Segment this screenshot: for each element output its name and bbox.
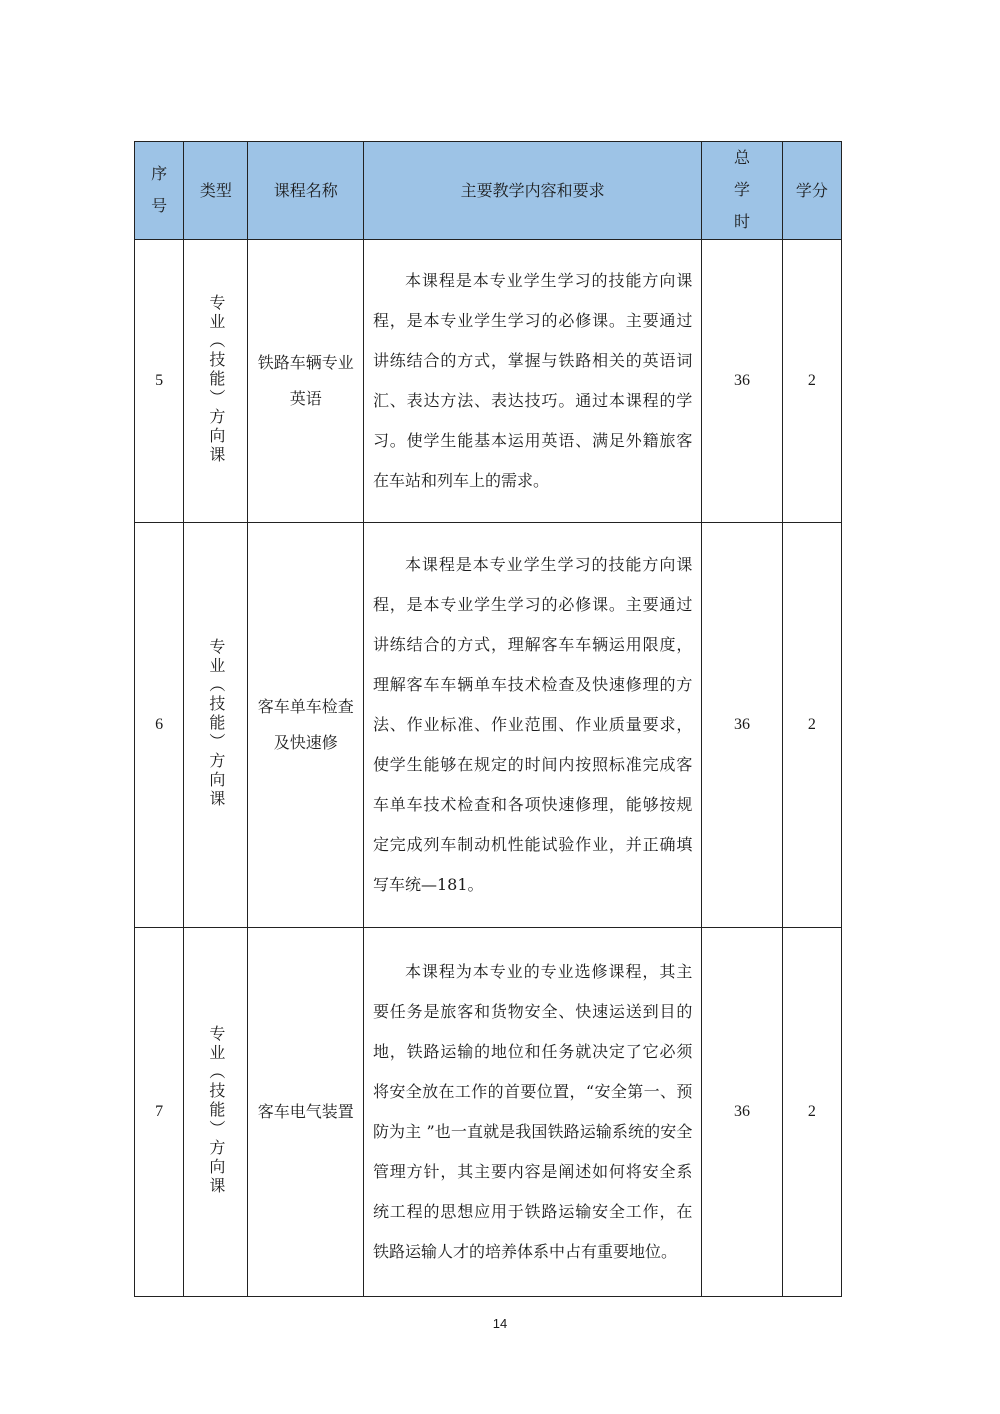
cell-total-hours: 36 — [702, 523, 782, 928]
cell-content: 本课程是本专业学生学习的技能方向课程，是本专业学生学习的必修课。主要通过讲练结合的方式，掌握与铁路相关的英语词汇、表达方法、表达技巧。通过本课程的学习。使学生能基本运用英语、满足外籍旅客在车站和列车上的需求。 — [363, 240, 701, 523]
header-total-hours: 总学时 — [702, 142, 782, 240]
cell-type: 专业（技能）方向课 — [184, 240, 248, 523]
cell-course-name: 客车电气装置 — [248, 928, 363, 1297]
table-row — [135, 240, 842, 523]
course-table — [134, 141, 842, 1297]
table-row — [135, 523, 842, 928]
cell-total-hours: 36 — [702, 928, 782, 1297]
header-course-name: 课程名称 — [248, 142, 363, 240]
cell-content: 本课程为本专业的专业选修课程，其主要任务是旅客和货物安全、快速运送到目的地，铁路运输的地位和任务就决定了它必须将安全放在工作的首要位置，“安全第一、预防为主 ”也一直就是我国铁路运输系统的安全管理方针，其主要内容是阐述如何将安全系统工程的思想应用于铁路运输安全工作，在铁路运输人才的培养体系中占有重要地位。 — [363, 928, 701, 1297]
table-row — [135, 928, 842, 1297]
cell-credits: 2 — [782, 240, 841, 523]
header-seq: 序号 — [135, 142, 184, 240]
cell-total-hours: 36 — [702, 240, 782, 523]
table-header-row — [135, 142, 842, 240]
cell-course-name: 铁路车辆专业英语 — [248, 240, 363, 523]
page-number: 14 — [492, 1316, 508, 1331]
cell-content: 本课程是本专业学生学习的技能方向课程，是本专业学生学习的必修课。主要通过讲练结合的方式，理解客车车辆运用限度，理解客车车辆单车技术检查及快速修理的方法、作业标准、作业范围、作业质量要求，使学生能够在规定的时间内按照标准完成客车单车技术检查和各项快速修理，能够按规定完成列车制动机性能试验作业，并正确填写车统—181。 — [363, 523, 701, 928]
cell-credits: 2 — [782, 928, 841, 1297]
cell-type: 专业（技能）方向课 — [184, 523, 248, 928]
cell-seq: 7 — [135, 928, 184, 1297]
cell-seq: 5 — [135, 240, 184, 523]
cell-type: 专业（技能）方向课 — [184, 928, 248, 1297]
cell-course-name: 客车单车检查及快速修 — [248, 523, 363, 928]
header-content: 主要教学内容和要求 — [363, 142, 701, 240]
header-credits: 学分 — [782, 142, 841, 240]
cell-seq: 6 — [135, 523, 184, 928]
header-type: 类型 — [184, 142, 248, 240]
cell-credits: 2 — [782, 523, 841, 928]
